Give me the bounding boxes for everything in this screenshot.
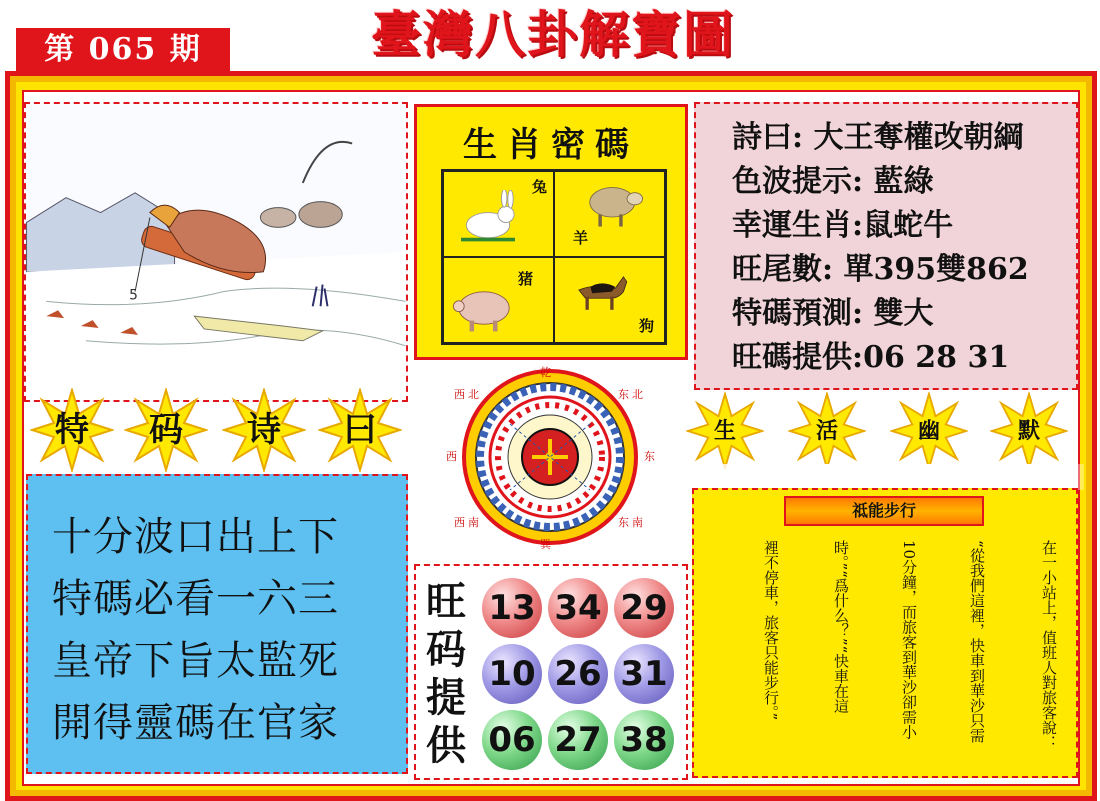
star-badge — [686, 392, 764, 470]
star-badge — [222, 388, 306, 472]
svg-text:乾: 乾 — [540, 366, 551, 379]
hint-tail-numbers: 旺尾數: 單395雙862 — [732, 252, 1029, 287]
platypus-fishing-illustration — [26, 104, 406, 400]
star-label: 活 — [815, 418, 838, 444]
number-ball: 34 — [548, 578, 608, 638]
poem-line: 十分波口出上下 — [52, 514, 339, 560]
star-label: 默 — [1017, 418, 1040, 444]
zodiac-grid — [441, 169, 667, 345]
story-column: 在一小站上，值班人對旅客說： — [1040, 540, 1058, 750]
bagua-compass — [440, 364, 660, 550]
hint-color-wave: 色波提示: 藍綠 — [732, 164, 934, 199]
story-column: “從我們這裡，快車到華沙只需 — [968, 540, 986, 743]
dog-icon — [569, 262, 635, 318]
svg-text:东: 东 — [618, 516, 629, 529]
zodiac-label: 狗 — [638, 317, 654, 335]
star-badge — [890, 392, 968, 470]
zodiac-label: 兔 — [531, 178, 547, 196]
svg-text:北: 北 — [632, 388, 643, 401]
star-label: 幽 — [917, 418, 940, 444]
story-column: 時。”“爲什么？”“快車在這 — [832, 540, 850, 714]
compass-wheel-icon — [440, 364, 660, 550]
svg-text:东: 东 — [644, 450, 655, 463]
story-column: 裡不停車，旅客只能步行。” — [762, 540, 780, 721]
number-ball: 38 — [614, 710, 674, 770]
zodiac-label: 猪 — [517, 270, 533, 288]
story-heading: 祗能步行 — [784, 496, 984, 526]
scene-illustration — [24, 102, 408, 402]
svg-text:西: 西 — [454, 516, 465, 529]
zodiac-cell-sheep — [554, 171, 665, 257]
star-label: 曰 — [343, 410, 377, 450]
number-ball: 13 — [482, 578, 542, 638]
svg-text:东: 东 — [618, 388, 629, 401]
star-label: 生 — [713, 418, 736, 444]
star-label: 码 — [149, 410, 183, 450]
zodiac-cell-dog — [554, 257, 665, 343]
hint-special-prediction: 特碼預測: 雙大 — [732, 296, 934, 331]
hint-poem: 詩曰: 大王奪權改朝綱 — [732, 120, 1024, 155]
svg-text:南: 南 — [632, 516, 643, 529]
number-ball: 27 — [548, 710, 608, 770]
star-badge — [788, 392, 866, 470]
zodiac-cell-rabbit — [443, 171, 554, 257]
zodiac-cell-pig — [443, 257, 554, 343]
poem-line: 皇帝下旨太監死 — [52, 638, 339, 684]
star-badge — [30, 388, 114, 472]
story-column: 10分鐘，而旅客到華沙卻需小 — [900, 540, 918, 740]
star-label: 诗 — [247, 410, 281, 450]
svg-text:西: 西 — [446, 450, 457, 463]
zodiac-code-panel — [414, 104, 688, 360]
hint-lucky-numbers: 旺碼提供:06 28 31 — [732, 340, 1010, 375]
star-badge — [990, 392, 1068, 470]
special-code-poem — [26, 474, 408, 774]
svg-text:5: 5 — [129, 287, 138, 304]
number-ball: 06 — [482, 710, 542, 770]
svg-text:巽: 巽 — [540, 538, 551, 550]
poem-line: 開得靈碼在官家 — [52, 700, 339, 746]
humor-story-panel — [692, 488, 1078, 778]
fade-strip — [660, 464, 1084, 490]
hints-panel — [694, 102, 1078, 390]
star-badge — [124, 388, 208, 472]
star-badge — [318, 388, 402, 472]
pig-icon — [448, 280, 520, 336]
number-ball: 29 — [614, 578, 674, 638]
star-label: 特 — [55, 410, 89, 450]
svg-text:北: 北 — [468, 388, 479, 401]
sheep-icon — [579, 178, 649, 230]
zodiac-label: 羊 — [573, 229, 589, 247]
number-ball: 26 — [548, 644, 608, 704]
svg-text:西: 西 — [454, 388, 465, 401]
page-title: 臺灣八卦解寶圖 — [371, 5, 735, 64]
issue-number-badge: 第 065 期 — [16, 28, 230, 72]
number-ball: 10 — [482, 644, 542, 704]
poem-line: 特碼必看一六三 — [52, 576, 339, 622]
svg-text:南: 南 — [468, 516, 479, 529]
hint-lucky-zodiac: 幸運生肖:鼠蛇牛 — [732, 208, 954, 243]
number-ball: 31 — [614, 644, 674, 704]
rabbit-icon — [452, 190, 524, 246]
lucky-numbers-label: 旺码提供 — [426, 578, 466, 769]
zodiac-title: 生肖密碼 — [463, 125, 639, 165]
lucky-numbers-panel — [414, 564, 688, 780]
